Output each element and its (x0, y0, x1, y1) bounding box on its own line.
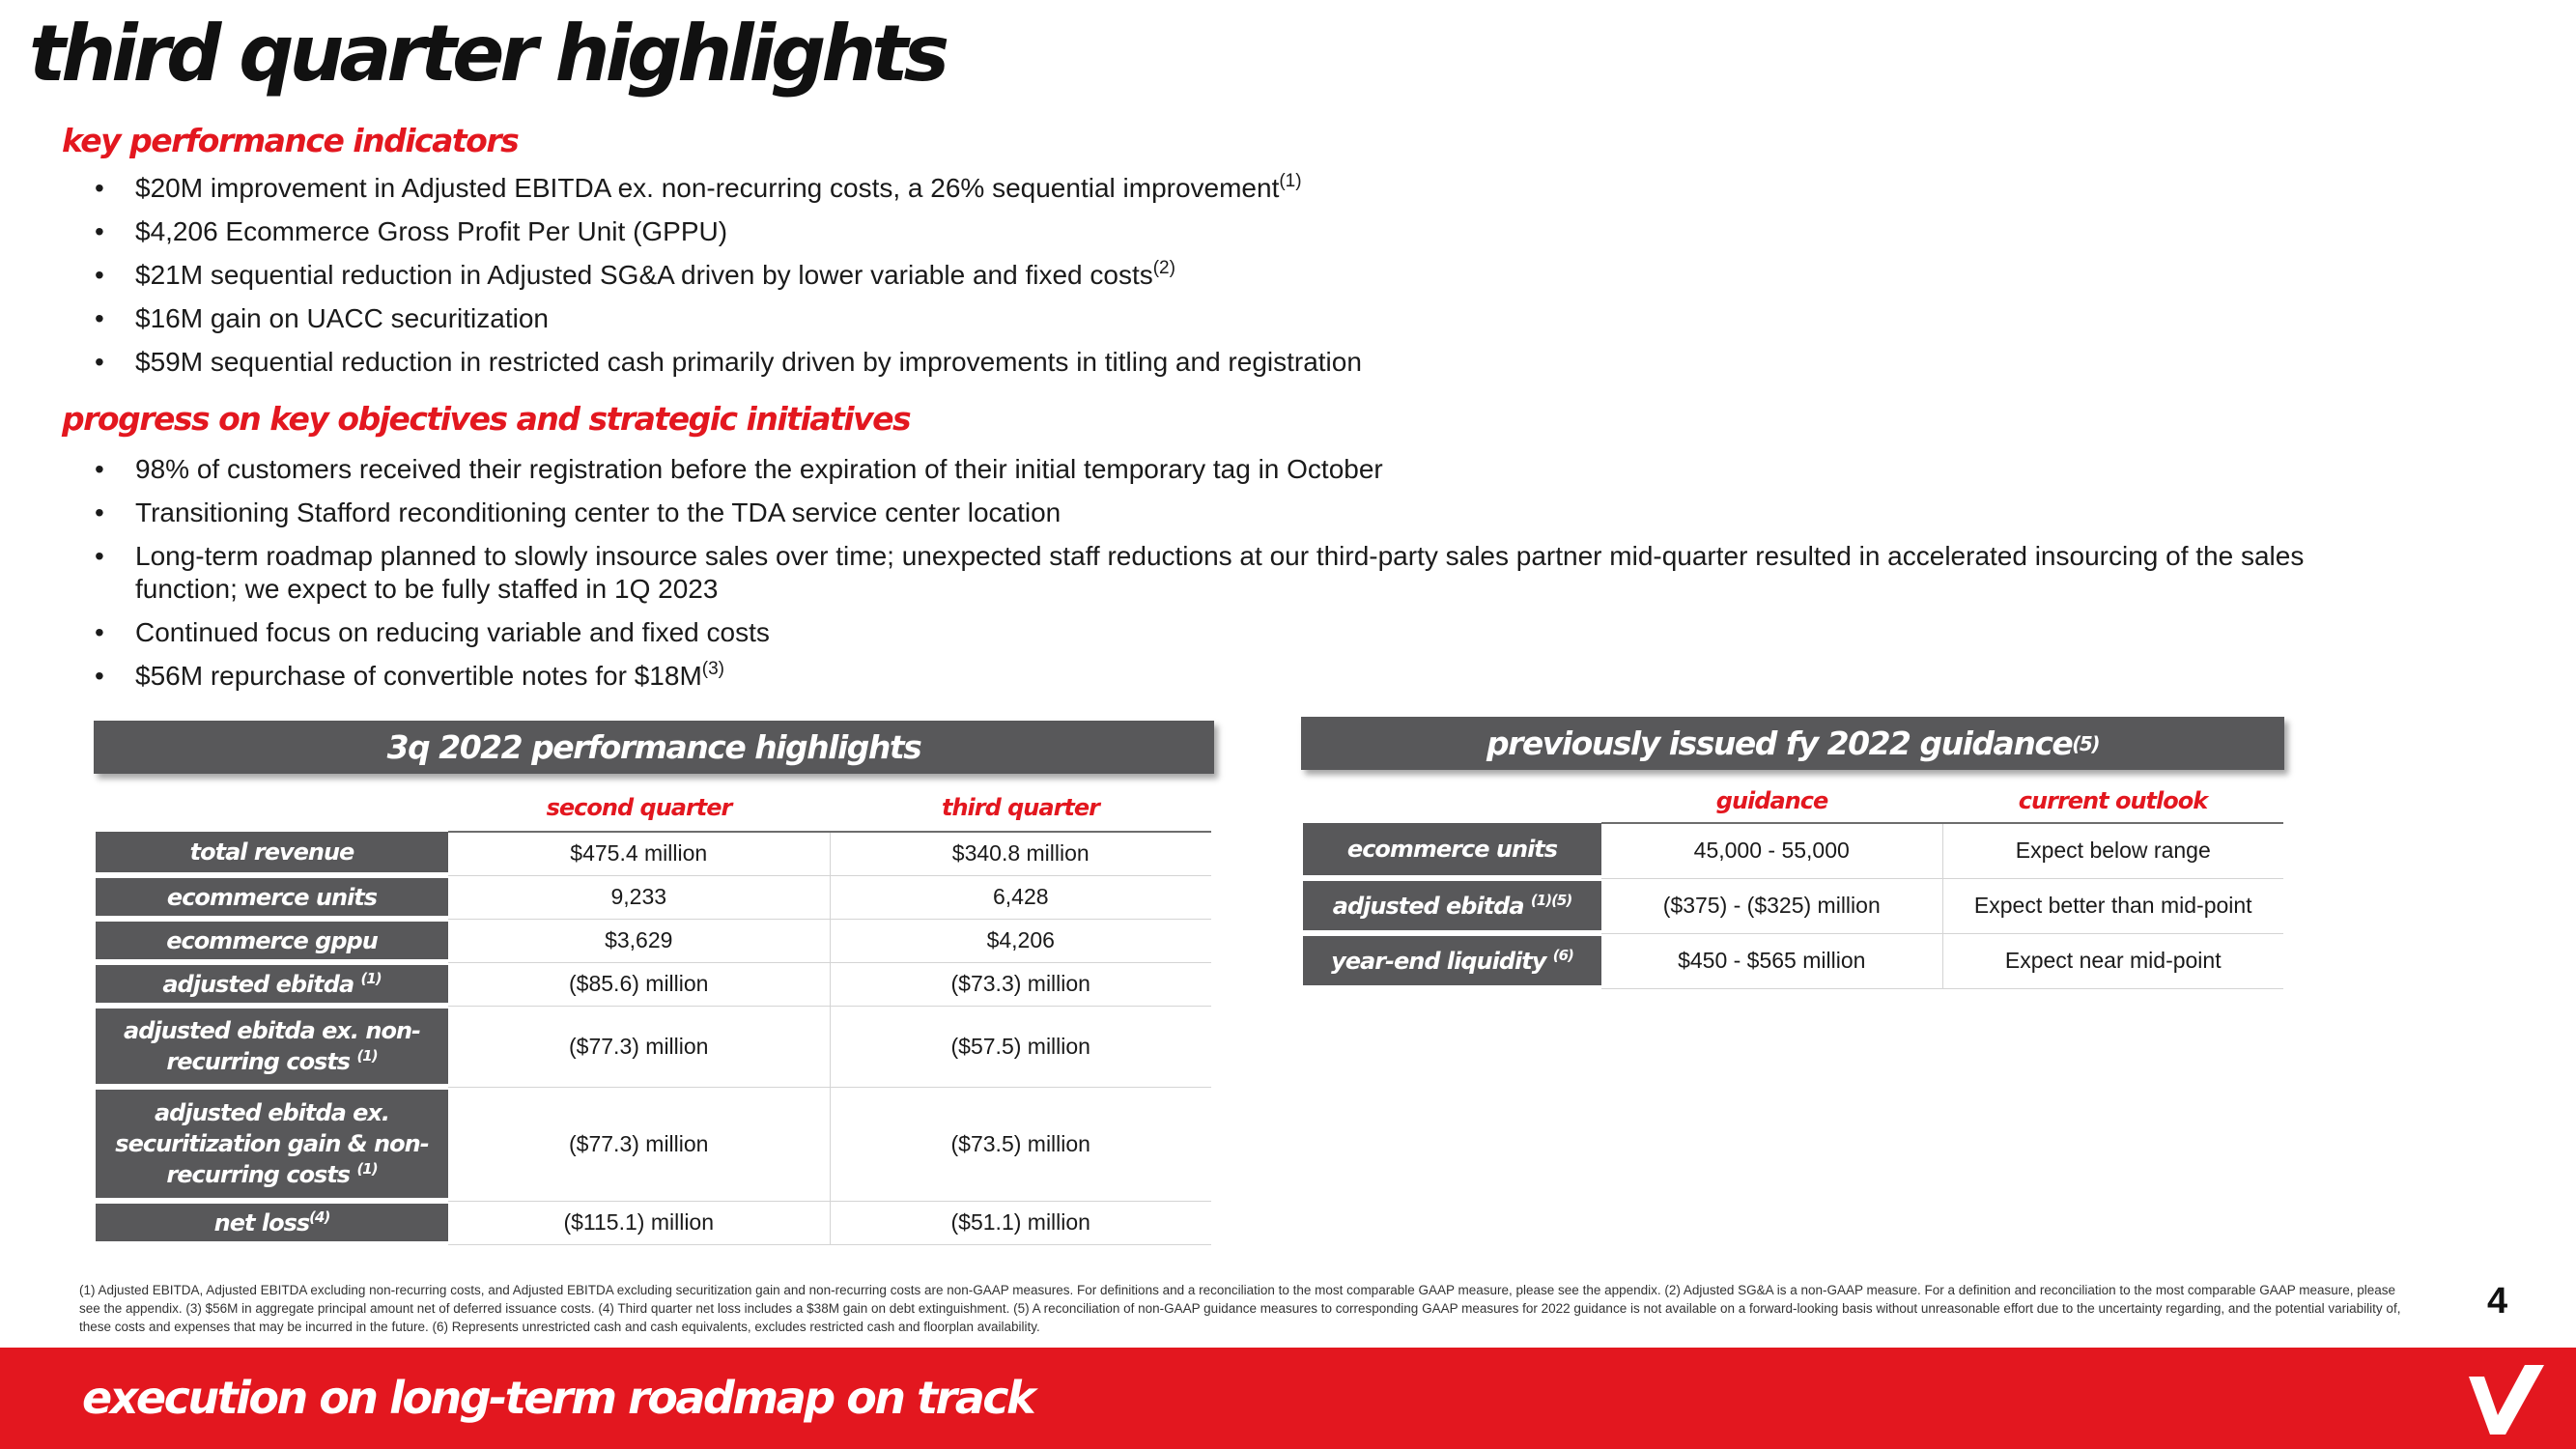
row-label: ecommerce units (96, 875, 448, 919)
kpi-item: • $16M gain on UACC securitization (95, 302, 2413, 335)
row-label: net loss$^{(4)}$ (96, 1201, 448, 1244)
row-label: adjusted ebitda $^{(1)(5)}$ (1303, 878, 1601, 933)
cell-value: ($77.3) million (448, 1087, 830, 1201)
table-row (96, 919, 1211, 962)
kpi-item: • $21M sequential reduction in Adjusted SG&A driven by lower variable and fixed costs$^{(2)}$ (95, 259, 2413, 292)
performance-table (96, 784, 1211, 1247)
kpi-item: • $4,206 Ecommerce Gross Profit Per Unit (GPPU) (95, 215, 2413, 248)
footnotes: (1) Adjusted EBITDA, Adjusted EBITDA excluding non-recurring costs, and Adjusted EBITDA excluding securitization gain and non-recurring costs are non-GAAP measures. For definitions and a reconciliation to the most comparable GAAP measure, please see the appendix. (2) Adjusted SG&A is a non-GAAP measure. For a definition and reconciliation to the most comparable GAAP measure, please see the appendix. (3) $56M in aggregate principal amount net of deferred issuance costs. (4) Third quarter net loss includes a $38M gain on debt extinguishment. (5) A reconciliation of non-GAAP guidance measures to corresponding GAAP measures for 2022 guidance is not available on a forward-looking basis without unreasonable effort due to the uncertainty regarding, and the potential variability of, these costs and expenses that may be incurred in the future. (6) Represents unrestricted cash and cash equivalents, excludes restricted cash and floorplan availability. (79, 1283, 2401, 1334)
kpi-item: • $20M improvement in Adjusted EBITDA ex. non-recurring costs, a 26% sequential improvement$^{(1)}$ (95, 172, 2413, 205)
cell-value: 9,233 (448, 875, 830, 919)
cell-value: $450 - $565 million (1601, 933, 1942, 988)
guidance-header-row (1303, 779, 2283, 823)
guidance-table (1303, 779, 2283, 991)
cell-value: 6,428 (830, 875, 1211, 919)
progress-item: • 98% of customers received their registration before the expiration of their initial temporary tag in October (95, 453, 2413, 486)
guidance-banner: previously issued fy 2022 guidance (5) (1301, 717, 2284, 770)
column-header-guidance: guidance (1601, 779, 1942, 823)
row-label: ecommerce units (1303, 823, 1601, 878)
progress-heading: progress on key objectives and strategic initiatives (62, 400, 911, 438)
column-header-second-quarter: second quarter (448, 784, 830, 832)
kpi-list (95, 172, 2413, 389)
table-row (96, 1087, 1211, 1201)
table-row (1303, 878, 2283, 933)
table-row (1303, 823, 2283, 878)
progress-item: • Long-term roadmap planned to slowly insource sales over time; unexpected staff reductions at our third-party sales partner mid-quarter resulted in accelerated insourcing of the sales function; we expect to be fully staffed in 1Q 2023 (95, 540, 2413, 606)
cell-value: Expect better than mid-point (1942, 878, 2283, 933)
table-row (96, 1201, 1211, 1244)
table-row (96, 1006, 1211, 1087)
table-row (1303, 933, 2283, 988)
page-title: third quarter highlights (29, 9, 946, 99)
cell-value: ($57.5) million (830, 1006, 1211, 1087)
progress-item: • Continued focus on reducing variable and fixed costs (95, 616, 2413, 649)
cell-value: ($73.5) million (830, 1087, 1211, 1201)
cell-value: ($85.6) million (448, 962, 830, 1006)
table-row (96, 832, 1211, 875)
row-label: adjusted ebitda ex. securitization gain & non-recurring costs $^{(1)}$ (96, 1087, 448, 1201)
cell-value: ($73.3) million (830, 962, 1211, 1006)
vroom-v-logo-icon (2469, 1365, 2546, 1435)
cell-value: ($77.3) million (448, 1006, 830, 1087)
row-label: year-end liquidity $^{(6)}$ (1303, 933, 1601, 988)
kpi-heading: key performance indicators (62, 122, 519, 159)
cell-value: $4,206 (830, 919, 1211, 962)
cell-value: $475.4 million (448, 832, 830, 875)
progress-item: • Transitioning Stafford reconditioning center to the TDA service center location (95, 497, 2413, 529)
page-number: 4 (2487, 1281, 2508, 1321)
performance-header-row (96, 784, 1211, 832)
row-label: ecommerce gppu (96, 919, 448, 962)
row-label: adjusted ebitda ex. non-recurring costs $^{(1)}$ (96, 1006, 448, 1087)
row-label: total revenue (96, 832, 448, 875)
table-row (96, 875, 1211, 919)
column-header-current-outlook: current outlook (1942, 779, 2283, 823)
row-label: adjusted ebitda $^{(1)}$ (96, 962, 448, 1006)
performance-banner: 3q 2022 performance highlights (94, 721, 1214, 774)
table-row (96, 962, 1211, 1006)
column-header-third-quarter: third quarter (830, 784, 1211, 832)
cell-value: Expect below range (1942, 823, 2283, 878)
kpi-item: • $59M sequential reduction in restricted cash primarily driven by improvements in titling and registration (95, 346, 2413, 379)
cell-value: ($375) - ($325) million (1601, 878, 1942, 933)
cell-value: $3,629 (448, 919, 830, 962)
cell-value: ($51.1) million (830, 1201, 1211, 1244)
cell-value: $340.8 million (830, 832, 1211, 875)
progress-list (95, 453, 2413, 703)
progress-item: • $56M repurchase of convertible notes for $\$18M^{(3)}$ (95, 660, 2413, 693)
footer-tagline: execution on long-term roadmap on track (82, 1372, 1034, 1424)
cell-value: 45,000 - 55,000 (1601, 823, 1942, 878)
cell-value: ($115.1) million (448, 1201, 830, 1244)
cell-value: Expect near mid-point (1942, 933, 2283, 988)
